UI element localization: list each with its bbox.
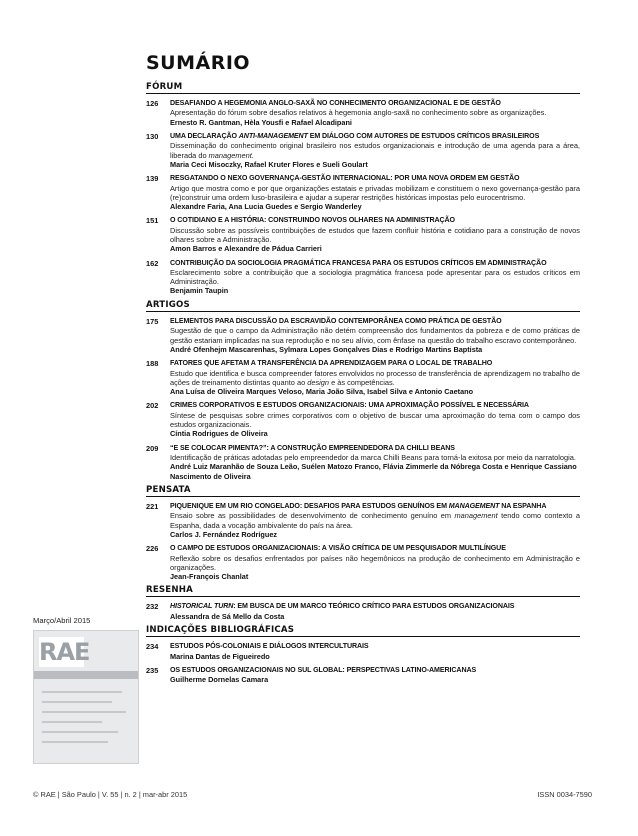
entry-title: ELEMENTOS PARA DISCUSSÃO DA ESCRAVIDÃO CONTEMPORÂNEA COMO PRÁTICA DE GESTÃO [170, 316, 502, 325]
entry-description [170, 141, 580, 159]
journal-logo: RAE [39, 638, 90, 666]
entry-description-part: tendo como contexto a Espanha, dada a vocação ambivalente do país na área. [170, 511, 580, 530]
cover-date-label: Março/Abril 2015 [33, 616, 91, 625]
entry-title-part: PIQUENIQUE EM UM RIO CONGELADO: DESAFIOS PARA ESTUDOS GENUÍNOS EM [170, 501, 449, 510]
entry-body [170, 174, 580, 211]
page-number: 162 [146, 258, 159, 268]
entry-description: Identificação de práticas adotadas pelo empreendedor da marca Chilli Beans para torná-la exitosa por meio da narratologia. [170, 452, 576, 462]
entry-description: Apresentação do fórum sobre desafios relativos à hegemonia anglo-saxã no conhecimento sobre as organizações. [170, 108, 547, 118]
entry-body [170, 401, 580, 438]
cover-text-line [42, 741, 108, 743]
entry-title-part: EM DIÁLOGO COM AUTORES DE ESTUDOS CRÍTICOS BRASILEIROS [307, 132, 540, 141]
entry-authors: André Luiz Maranhão de Souza Leão, Suélen Matozo Franco, Flávia Zimmerle da Nóbrega Costa e Henrique Cassiano Nascimento de Oliveira [170, 462, 577, 481]
entry-description-part: Estudo que identifica e busca compreender fatores envolvidos no processo de transferência de aprendizagem no trabalho de ações de treinamento distintas quanto ao [170, 368, 580, 387]
entry-authors: Benjamin Taupin [170, 286, 229, 296]
entry-description-part: Disseminação do conhecimento original brasileiro nos estudos organizacionais e introdução de uma agenda para a área, liberada do [170, 141, 580, 160]
page-number: 209 [146, 443, 159, 453]
entry-title-part: UMA DECLARAÇÃO [170, 132, 239, 141]
entry-body [170, 259, 580, 296]
toc-entry [146, 544, 580, 581]
entry-authors: Marina Dantas de Figueiredo [170, 651, 270, 661]
toc-entry [146, 444, 580, 481]
entry-title [170, 132, 580, 141]
page-number: 226 [146, 544, 159, 554]
cover-band [34, 671, 138, 679]
entry-body [170, 642, 580, 661]
entry-authors: Cíntia Rodrigues de Oliveira [170, 429, 268, 439]
entry-description: Sugestão de que o campo da Administração não detém compreensão dos fundamentos da pobreza e de como práticas de gestão estariam implicadas na sua reprodução e no seu alívio, com ênfase na questão do trabalho escravo contemporâneo. [170, 326, 580, 345]
entry-title [170, 502, 580, 511]
page-number: 139 [146, 174, 159, 184]
entry-title-italic: MANAGEMENT [448, 501, 500, 510]
cover-text-line [42, 721, 102, 723]
entry-body [170, 359, 580, 396]
entry-authors: André Ofenhejm Mascarenhas, Sylmara Lopes Gonçalves Dias e Rodrigo Martins Baptista [170, 344, 483, 354]
footer-issn: ISSN 0034-7590 [537, 790, 592, 799]
toc-entry [146, 132, 580, 169]
toc-entry [146, 174, 580, 211]
page-number: 188 [146, 359, 159, 369]
entry-authors: Alexandre Faria, Ana Lucia Guedes e Sergio Wanderley [170, 202, 362, 212]
page-number: 151 [146, 216, 159, 226]
page-number: 126 [146, 99, 159, 108]
entry-title: CRIMES CORPORATIVOS E ESTUDOS ORGANIZACIONAIS: UMA APROXIMAÇÃO POSSÍVEL E NECESSÁRIA [170, 401, 529, 410]
entry-authors: Alessandra de Sá Mello da Costa [170, 611, 285, 621]
entry-title: O CAMPO DE ESTUDOS ORGANIZACIONAIS: A VISÃO CRÍTICA DE UM PESQUISADOR MULTILÍNGUE [170, 544, 506, 553]
footer-citation: © RAE | São Paulo | V. 55 | n. 2 | mar-abr 2015 [33, 790, 188, 799]
entry-authors: Maria Ceci Misoczky, Rafael Kruter Flores e Sueli Goulart [170, 159, 368, 169]
section-heading: PENSATA [146, 485, 580, 497]
entry-authors: Ana Luísa de Oliveira Marques Veloso, Maria João Silva, Isabel Silva e Antonio Caetano [170, 386, 474, 396]
entry-body [170, 99, 580, 127]
page-number: 235 [146, 666, 159, 676]
toc-entry [146, 666, 580, 685]
entry-title: DESAFIANDO A HEGEMONIA ANGLO-SAXÃ NO CONHECIMENTO ORGANIZACIONAL E DE GESTÃO [170, 99, 501, 107]
section-heading: ARTIGOS [146, 300, 580, 312]
entry-description: Esclarecimento sobre a contribuição que a sociologia pragmática francesa pode apresentar para os estudos críticos em Administração. [170, 268, 580, 287]
toc-entry [146, 359, 580, 396]
toc-entry [146, 401, 580, 438]
page-number: 232 [146, 602, 159, 612]
table-of-contents [146, 82, 580, 685]
page-number: 221 [146, 501, 159, 511]
toc-entry [146, 642, 580, 661]
entry-description-italic: management [454, 511, 498, 521]
cover-text-line [42, 701, 112, 703]
page-title: SUMÁRIO [146, 52, 251, 74]
page-number: 202 [146, 401, 159, 411]
entry-description: Reflexão sobre os desafios enfrentados por países não hegemônicos na produção de conhecimento em Administração e organizações. [170, 553, 580, 572]
cover-text-line [42, 691, 122, 693]
entry-title: OS ESTUDOS ORGANIZACIONAIS NO SUL GLOBAL: PERSPECTIVAS LATINO-AMERICANAS [170, 666, 477, 675]
entry-title-part: NA ESPANHA [499, 501, 547, 510]
entry-body [170, 444, 580, 481]
entry-title: ESTUDOS PÓS-COLONIAIS E DIÁLOGOS INTERCULTURAIS [170, 642, 369, 651]
entry-title: CONTRIBUIÇÃO DA SOCIOLOGIA PRAGMÁTICA FRANCESA PARA OS ESTUDOS CRÍTICOS EM ADMINISTRAÇÃO [170, 258, 547, 267]
entry-description-part: . [251, 150, 254, 160]
entry-body [170, 132, 580, 169]
entry-description: Síntese de pesquisas sobre crimes corporativos com o objetivo de buscar uma aproximação do tema com o campo dos estudos organizacionais. [170, 410, 580, 429]
entry-description-part: Ensaio sobre as possibilidades de desenvolvimento de conhecimento genuíno em [170, 511, 455, 521]
entry-authors: Amon Barros e Alexandre de Pádua Carrieri [170, 244, 322, 254]
cover-text-line [42, 731, 118, 733]
entry-body [170, 666, 580, 685]
page-number: 175 [146, 316, 159, 326]
page-number: 130 [146, 132, 159, 142]
toc-entry [146, 502, 580, 539]
toc-entry [146, 602, 580, 621]
toc-entry [146, 259, 580, 296]
entry-title: “E SE COLOCAR PIMENTA?”: A CONSTRUÇÃO EMPREENDEDORA DA CHILLI BEANS [170, 443, 455, 452]
entry-title-part: : EM BUSCA DE UM MARCO TEÓRICO CRÍTICO PARA ESTUDOS ORGANIZACIONAIS [233, 602, 515, 611]
entry-title [170, 602, 580, 611]
entry-description [170, 369, 580, 387]
entry-authors: Jean-François Chanlat [170, 572, 249, 581]
page-number: 234 [146, 642, 159, 652]
entry-body [170, 602, 580, 621]
section-heading: FÓRUM [146, 82, 580, 94]
entry-title-italic: HISTORICAL TURN [170, 602, 234, 611]
entry-description [170, 511, 580, 529]
entry-description: Discussão sobre as possíveis contribuições de estudos que fazem confluir história e cotidiano para a construção de novos olhares sobre a Administração. [170, 225, 580, 245]
journal-cover-image [33, 630, 139, 764]
entry-body [170, 317, 580, 354]
toc-entry [146, 99, 580, 127]
cover-text-line [42, 711, 126, 713]
toc-entry [146, 216, 580, 253]
entry-authors: Carlos J. Fernández Rodríguez [170, 529, 278, 539]
entry-title-italic: ANTI-MANAGEMENT [238, 132, 308, 141]
entry-description-italic: management [208, 150, 252, 160]
entry-authors: Guilherme Dornelas Camara [170, 675, 269, 685]
entry-body [170, 544, 580, 581]
entry-body [170, 502, 580, 539]
entry-title: O COTIDIANO E A HISTÓRIA: CONSTRUINDO NOVOS OLHARES NA ADMINISTRAÇÃO [170, 216, 455, 225]
section-heading: RESENHA [146, 585, 580, 597]
entry-title: RESGATANDO O NEXO GOVERNANÇA-GESTÃO INTERNACIONAL: POR UMA NOVA ORDEM EM GESTÃO [170, 174, 520, 183]
entry-description-part: e às competências. [329, 377, 395, 387]
entry-authors: Ernesto R. Gantman, Hèla Yousfi e Rafael Alcadipani [170, 117, 352, 127]
entry-description-italic: design [307, 377, 330, 387]
entry-body [170, 216, 580, 253]
toc-entry [146, 317, 580, 354]
section-heading: INDICAÇÕES BIBLIOGRÁFICAS [146, 625, 580, 637]
entry-description: Artigo que mostra como e por que organizações estatais e privadas mobilizam e constituem o nexo governança-gestão para (re)construir uma ordem luso-brasileira e ajudar a superar restrições históricas impostas pelo eurocentrismo. [170, 183, 580, 202]
entry-title: FATORES QUE AFETAM A TRANSFERÊNCIA DA APRENDIZAGEM PARA O LOCAL DE TRABALHO [170, 359, 493, 368]
